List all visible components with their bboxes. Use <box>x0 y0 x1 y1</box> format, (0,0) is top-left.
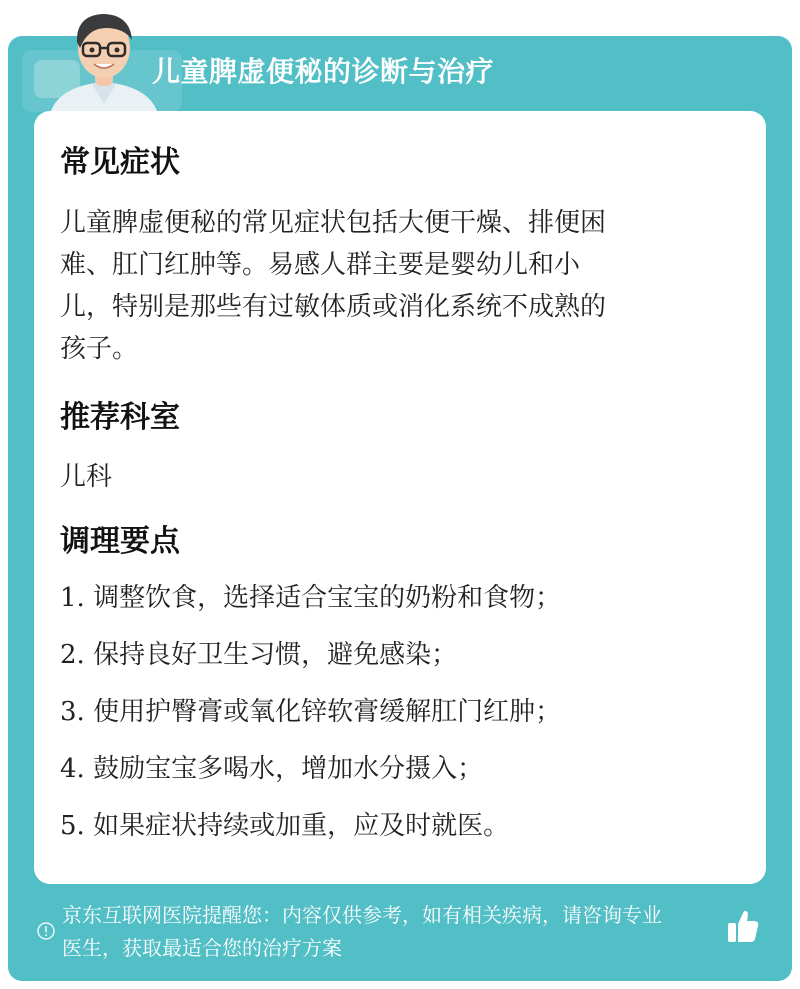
page-title: 儿童脾虚便秘的诊断与治疗 <box>152 55 495 88</box>
list-item <box>60 692 561 732</box>
section-heading-symptoms: 常见症状 <box>60 145 180 180</box>
section-heading-care: 调理要点 <box>60 524 180 559</box>
disclaimer-line: 医生，获取最适合您的治疗方案 <box>62 936 342 960</box>
list-item-number: 3. <box>60 697 85 727</box>
list-item-text: 如果症状持续或加重，应及时就医。 <box>93 811 510 841</box>
list-item-text: 使用护臀膏或氧化锌软膏缓解肛门红肿； <box>93 697 562 727</box>
content-card <box>34 111 766 884</box>
list-item-number: 2. <box>60 640 85 670</box>
disclaimer-line: 京东互联网医院提醒您：内容仅供参考，如有相关疾病，请咨询专业 <box>62 903 662 927</box>
list-item-text: 保持良好卫生习惯，避免感染； <box>93 640 458 670</box>
list-item <box>60 578 561 618</box>
list-item <box>60 749 483 789</box>
symptoms-line: 儿童脾虚便秘的常见症状包括大便干燥、排便困 <box>60 208 607 238</box>
symptoms-paragraph <box>60 202 740 370</box>
list-item <box>60 806 509 846</box>
section-heading-department: 推荐科室 <box>60 400 180 435</box>
thumbs-up-icon[interactable] <box>726 908 760 944</box>
symptoms-line: 儿，特别是那些有过敏体质或消化系统不成熟的 <box>60 292 607 322</box>
list-item <box>60 635 457 675</box>
symptoms-line: 孩子。 <box>60 334 139 364</box>
department-value: 儿科 <box>60 462 113 492</box>
disclaimer-notice <box>62 899 722 965</box>
list-item-text: 调整饮食，选择适合宝宝的奶粉和食物； <box>93 583 562 613</box>
info-icon <box>37 922 55 940</box>
doctor-avatar-icon <box>40 8 168 114</box>
list-item-text: 鼓励宝宝多喝水，增加水分摄入； <box>93 754 484 784</box>
list-item-number: 5. <box>60 811 85 841</box>
list-item-number: 4. <box>60 754 85 784</box>
list-item-number: 1. <box>60 583 85 613</box>
symptoms-line: 难、肛门红肿等。易感人群主要是婴幼儿和小 <box>60 250 581 280</box>
